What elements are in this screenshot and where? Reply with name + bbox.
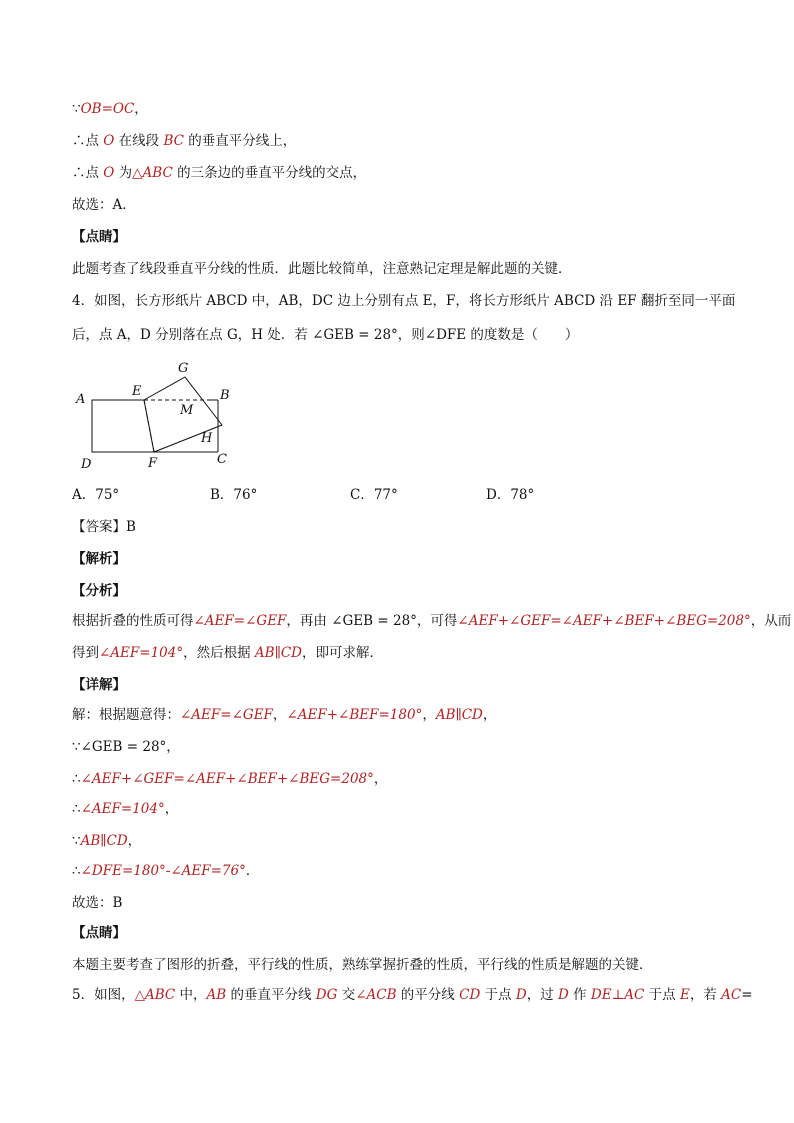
text-line: 解：根据题意得：∠AEF=∠GEF，∠AEF+∠BEF=180°，AB∥CD， xyxy=(72,707,497,723)
question-5-line: 5．如图，△ABC 中，AB 的垂直平分线 DG 交∠ACB 的平分线 CD 于点 D，过 D 作 DE⊥AC 于点 E，若 AC= xyxy=(72,987,753,1003)
text-line: ∵AB∥CD， xyxy=(72,833,142,849)
text-line: 此题考查了线段垂直平分线的性质．此题比较简单，注意熟记定理是解此题的关键． xyxy=(72,261,572,277)
text-line: ∵∠GEB = 28°， xyxy=(72,739,180,755)
text-line: 故选：B xyxy=(72,895,123,911)
label-g: G xyxy=(178,361,189,376)
text-line: ∴点 O 在线段 BC 的垂直平分线上， xyxy=(72,133,297,149)
label-a: A xyxy=(76,392,86,407)
label-b: B xyxy=(220,388,230,403)
text-line: ∴点 O 为△ABC 的三条边的垂直平分线的交点， xyxy=(72,165,367,181)
option-c: C．77° xyxy=(350,487,398,503)
folded-rectangle-figure xyxy=(72,355,242,477)
option-d: D．78° xyxy=(486,487,535,503)
label-d: D xyxy=(81,457,92,472)
section-heading: 【点睛】 xyxy=(72,925,126,941)
section-heading: 【详解】 xyxy=(72,677,126,693)
text-line: ∴∠DFE=180°-∠AEF=76°． xyxy=(72,863,260,879)
section-heading: 【点睛】 xyxy=(72,229,126,245)
answer-line: 【答案】B xyxy=(72,519,136,535)
label-e: E xyxy=(132,384,142,399)
section-heading: 【分析】 xyxy=(72,583,126,599)
rect-left-edges xyxy=(92,400,150,452)
label-h: H xyxy=(201,431,213,446)
text-line: ∴∠AEF=104°， xyxy=(72,801,179,817)
label-f: F xyxy=(148,456,158,471)
section-heading: 【解析】 xyxy=(72,551,126,567)
text-line: 故选：A． xyxy=(72,197,136,213)
text-line: 根据折叠的性质可得∠AEF=∠GEF，再由 ∠GEB = 28°，可得∠AEF+∠GEF=∠AEF+∠BEF+∠BEG=208°，从而 xyxy=(72,613,792,629)
label-c: C xyxy=(217,452,227,467)
question-4-line-1: 4．如图，长方形纸片 ABCD 中，AB，DC 边上分别有点 E，F，将长方形纸片 ABCD 沿 EF 翻折至同一平面 xyxy=(72,293,736,309)
text-line: 得到∠AEF=104°，然后根据 AB∥CD，即可求解． xyxy=(72,645,383,661)
label-m: M xyxy=(180,403,194,418)
text-line: ∵OB=OC， xyxy=(72,101,148,117)
option-a: A．75° xyxy=(72,487,120,503)
question-4-line-2: 后，点 A，D 分别落在点 G，H 处．若 ∠GEB = 28°，则∠DFE 的度数是（ ） xyxy=(72,327,579,343)
text-line: ∴∠AEF+∠GEF=∠AEF+∠BEF+∠BEG=208°， xyxy=(72,771,388,787)
option-b: B．76° xyxy=(210,487,258,503)
text-line: 本题主要考查了图形的折叠，平行线的性质，熟练掌握折叠的性质，平行线的性质是解题的关键． xyxy=(72,957,653,973)
